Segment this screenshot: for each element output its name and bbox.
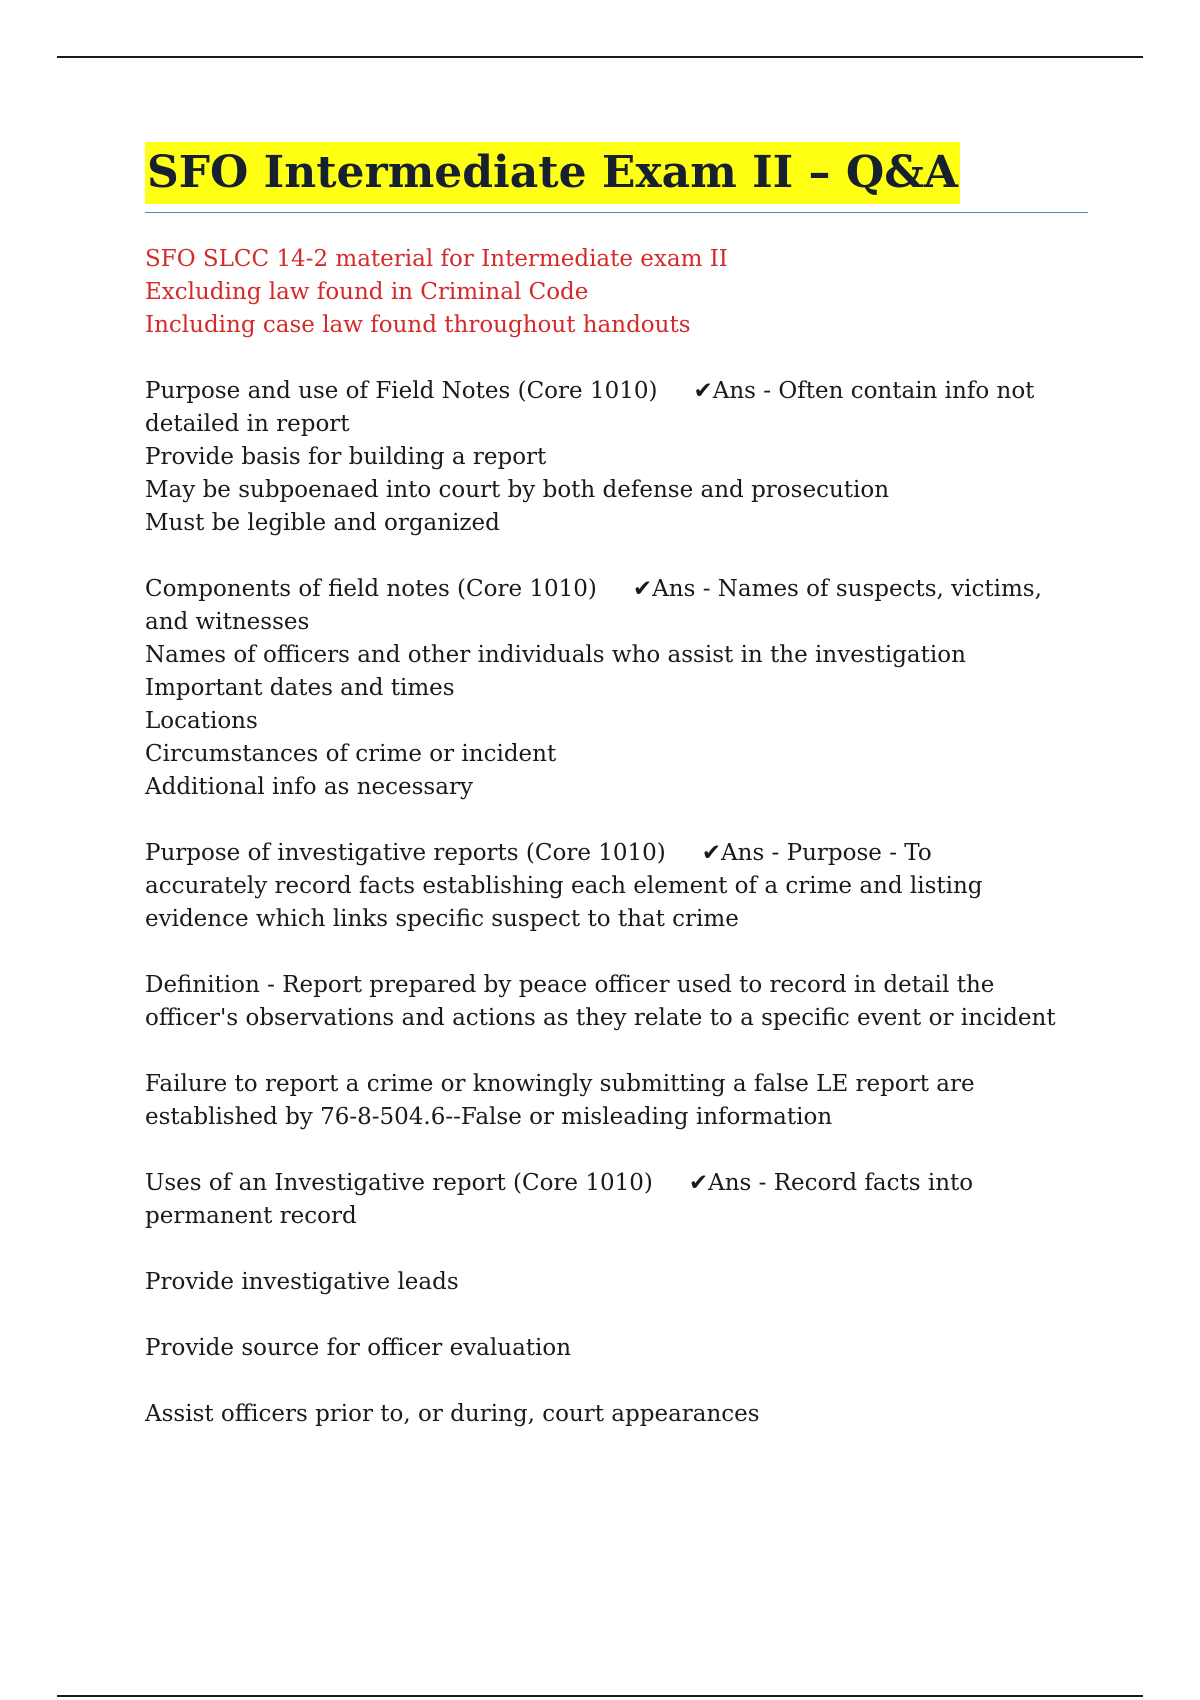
paragraph-line: Definition - Report prepared by peace officer used to record in detail the	[145, 972, 995, 998]
top-rule	[57, 56, 1143, 58]
paragraph-line: officer's observations and actions as they relate to a specific event or incident	[145, 1005, 1056, 1031]
question-text: Uses of an Investigative report (Core 1010)	[145, 1170, 653, 1196]
answer-line: Provide basis for building a report	[145, 444, 547, 470]
answer-marker: ✔Ans - Names of suspects, victims,	[632, 576, 1042, 602]
question-text: Purpose of investigative reports (Core 1010)	[145, 840, 666, 866]
intro-block	[145, 243, 1090, 342]
answer-line: May be subpoenaed into court by both defense and prosecution	[145, 477, 890, 503]
qa-heading-line	[145, 375, 1090, 408]
answer-line: Circumstances of crime or incident	[145, 741, 557, 767]
answer-line: permanent record	[145, 1203, 357, 1229]
answer-line: detailed in report	[145, 411, 350, 437]
definition-paragraph	[145, 969, 1090, 1035]
failure-paragraph	[145, 1068, 1090, 1134]
intro-line: Including case law found throughout handouts	[145, 312, 691, 338]
qa-item-uses-report	[145, 1167, 1090, 1233]
answer-line: Locations	[145, 708, 258, 734]
uses-extra-2: Provide source for officer evaluation	[145, 1335, 572, 1361]
answer-marker: ✔Ans - Often contain info not	[693, 378, 1035, 404]
question-text: Purpose and use of Field Notes (Core 1010)	[145, 378, 658, 404]
answer-line: Names of officers and other individuals who assist in the investigation	[145, 642, 966, 668]
answer-marker: ✔Ans - Purpose - To	[701, 840, 932, 866]
qa-item-components	[145, 573, 1090, 804]
answer-line: and witnesses	[145, 609, 310, 635]
paragraph-line: Failure to report a crime or knowingly submitting a false LE report are	[145, 1071, 975, 1097]
uses-extra-1: Provide investigative leads	[145, 1269, 459, 1295]
uses-extra-3: Assist officers prior to, or during, court appearances	[145, 1401, 760, 1427]
document-body	[145, 142, 1090, 1431]
answer-line: Must be legible and organized	[145, 510, 500, 536]
title-underline	[145, 212, 1088, 213]
qa-item-purpose-reports	[145, 837, 1090, 936]
answer-line: Important dates and times	[145, 675, 455, 701]
qa-item-field-notes	[145, 375, 1090, 540]
qa-heading-line	[145, 1167, 1090, 1200]
intro-line: SFO SLCC 14-2 material for Intermediate exam II	[145, 246, 728, 272]
question-text: Components of field notes (Core 1010)	[145, 576, 597, 602]
intro-line: Excluding law found in Criminal Code	[145, 279, 589, 305]
qa-heading-line	[145, 573, 1090, 606]
qa-heading-line	[145, 837, 1090, 870]
answer-marker: ✔Ans - Record facts into	[688, 1170, 974, 1196]
answer-line: Additional info as necessary	[145, 774, 473, 800]
bottom-rule	[57, 1695, 1143, 1697]
answer-line: evidence which links specific suspect to that crime	[145, 906, 739, 932]
paragraph-line: established by 76-8-504.6--False or misleading information	[145, 1104, 833, 1130]
document-title: SFO Intermediate Exam II – Q&A	[145, 142, 960, 204]
answer-line: accurately record facts establishing each element of a crime and listing	[145, 873, 983, 899]
